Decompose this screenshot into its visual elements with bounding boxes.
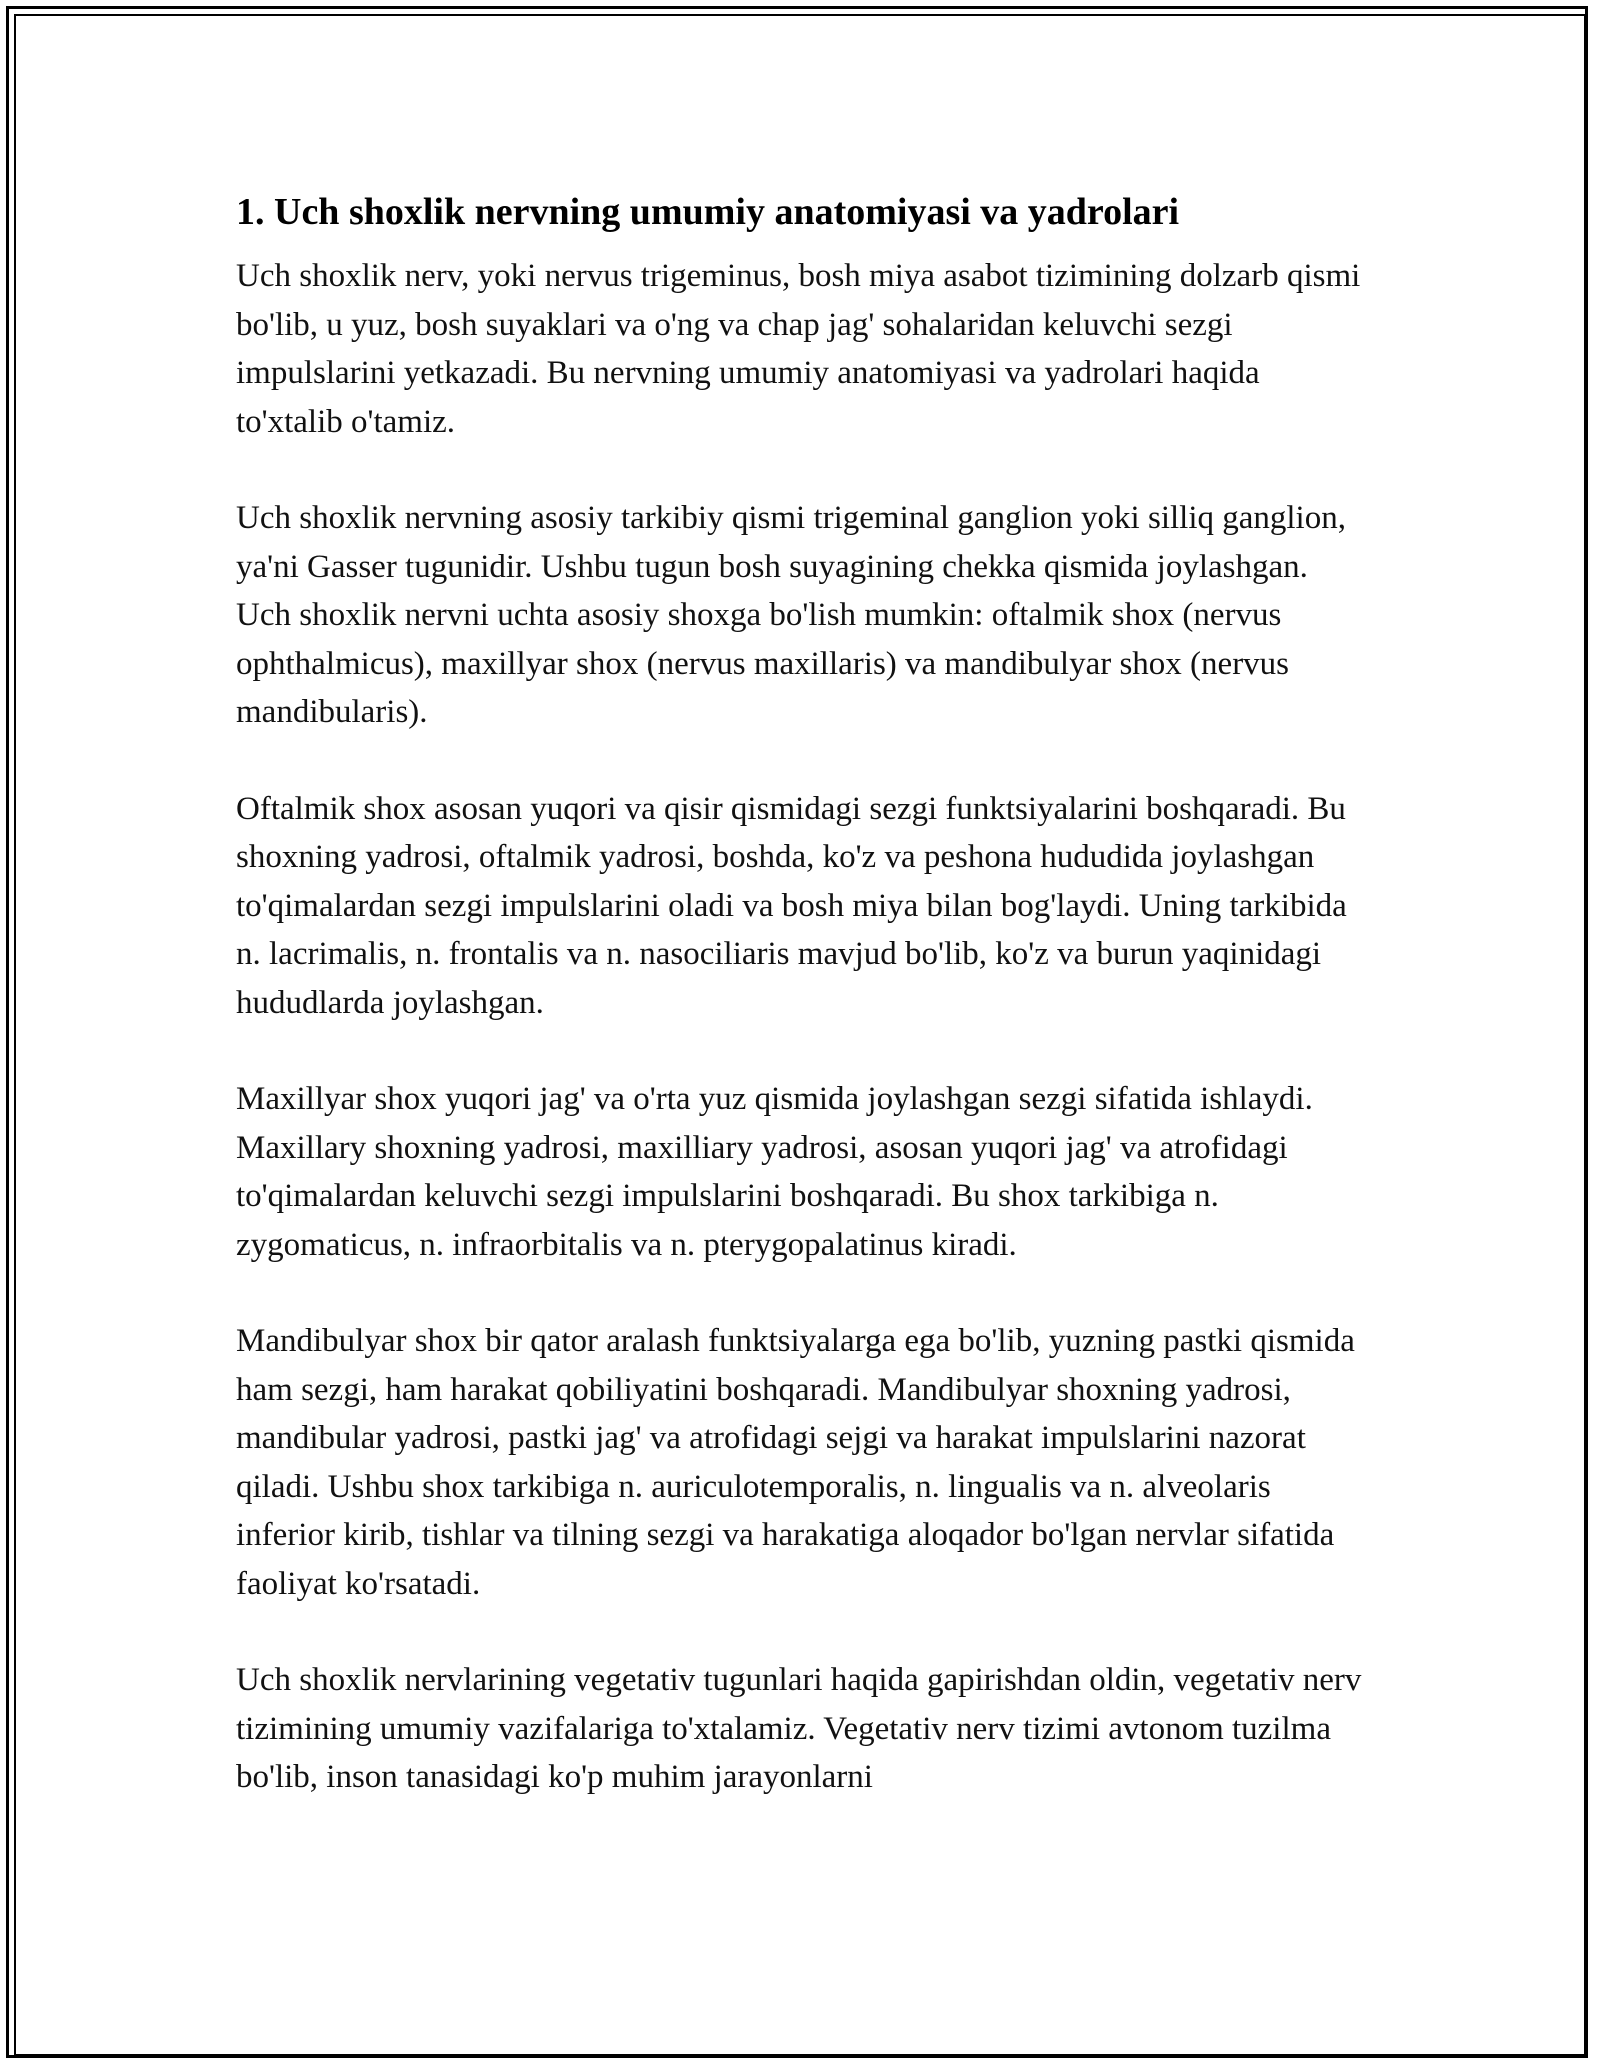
paragraph-ganglion: Uch shoxlik nervning asosiy tarkibiy qismi trigeminal ganglion yoki silliq ganglion, ya'ni Gasser tugunidir. Ushbu tugun bosh suyagining chekka qismida joylashgan. Uch shoxlik nervni uchta asosiy shoxga bo'lish mumkin: oftalmik shox (nervus ophthalmicus), maxillyar shox (nervus maxillaris) va mandibulyar shox (nervus mandibularis). (236, 500, 1346, 730)
paragraph-intro: Uch shoxlik nerv, yoki nervus trigeminus, bosh miya asabot tizimining dolzarb qismi bo'lib, u yuz, bosh suyaklari va o'ng va chap jag' sohalaridan keluvchi sezgi impulslarini yetkazadi. Bu nervning umumiy anatomiyasi va yadrolari haqida to'xtalib o'tamiz. (236, 258, 1361, 440)
paragraph-vegetative: Uch shoxlik nervlarining vegetativ tugunlari haqida gapirishdan oldin, vegetativ nerv tizimining umumiy vazifalariga to'xtalamiz. Vegetativ nerv tizimi avtonom tuzilma bo'lib, inson tanasidagi ko'p muhim jarayonlarni (236, 1662, 1362, 1795)
paragraph-ophthalmic: Oftalmik shox asosan yuqori va qisir qismidagi sezgi funktsiyalarini boshqaradi. Bu shoxning yadrosi, oftalmik yadrosi, boshda, ko'z va peshona hududida joylashgan to'qimalardan sezgi impulslarini oladi va bosh miya bilan bog'laydi. Uning tarkibida n. lacrimalis, n. frontalis va n. nasociliaris mavjud bo'lib, ko'z va burun yaqinidagi hududlarda joylashgan. (236, 790, 1347, 1021)
paragraph-mandibular: Mandibulyar shox bir qator aralash funktsiyalarga ega bo'lib, yuzning pastki qismida ham sezgi, ham harakat qobiliyatini boshqaradi. Mandibulyar shoxning yadrosi, mandibular yadrosi, pastki jag' va atrofidagi sejgi va harakat impulslarini nazorat qiladi. Ushbu shox tarkibiga n. auriculotemporalis, n. lingualis va n. alveolaris inferior kirib, tishlar va tilning sezgi va harakatiga aloqador bo'lgan nervlar sifatida faoliyat ko'rsatadi. (236, 1323, 1355, 1602)
document-body (236, 186, 1366, 1850)
section-heading: 1. Uch shoxlik nervning umumiy anatomiyasi va yadrolari (236, 191, 1180, 233)
paragraph-maxillary: Maxillyar shox yuqori jag' va o'rta yuz qismida joylashgan sezgi sifatida ishlaydi. Maxillary shoxning yadrosi, maxilliary yadrosi, asosan yuqori jag' va atrofidagi to'qimalardan keluvchi sezgi impulslarini boshqaradi. Bu shox tarkibiga n. zygomaticus, n. infraorbitalis va n. pterygopalatinus kiradi. (236, 1081, 1313, 1263)
